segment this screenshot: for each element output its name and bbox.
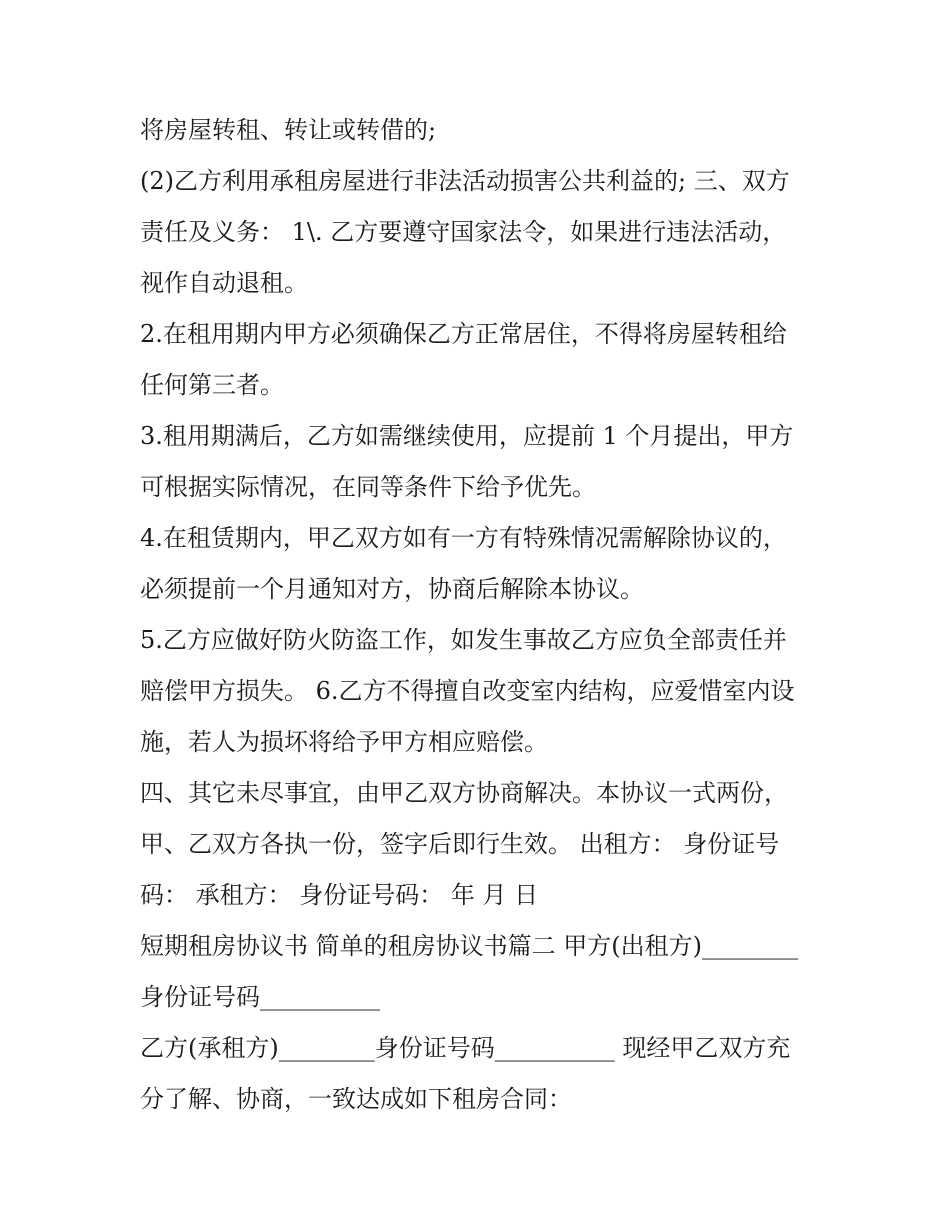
text-line: 乙方(承租方)________身份证号码__________ 现经甲乙双方充 [140, 1034, 791, 1062]
text-line: 码： 承租方： 身份证号码： 年 月 日 [140, 881, 539, 909]
text-line: 甲、乙双方各执一份，签字后即行生效。 出租方： 身份证号 [140, 830, 780, 858]
text-line: 任何第三者。 [140, 371, 284, 399]
text-line: (2)乙方利用承租房屋进行非法活动损害公共利益的; 三、双方 [140, 167, 790, 195]
text-line: 可根据实际情况，在同等条件下给予优先。 [140, 473, 596, 501]
text-line: 4.在租赁期内，甲乙双方如有一方有特殊情况需解除协议的， [140, 524, 787, 552]
text-line: 身份证号码__________ [140, 983, 380, 1011]
text-line: 施，若人为损坏将给予甲方相应赔偿。 [140, 728, 548, 756]
text-line: 短期租房协议书 简单的租房协议书篇二 甲方(出租方)________ [140, 932, 798, 960]
text-line: 四、其它未尽事宜，由甲乙双方协商解决。本协议一式两份， [140, 779, 788, 807]
document-body [140, 105, 820, 1125]
text-line: 将房屋转租、转让或转借的; [140, 116, 437, 144]
text-line: 3.租用期满后，乙方如需继续使用，应提前 1 个月提出，甲方 [140, 422, 794, 450]
text-line: 赔偿甲方损失。 6.乙方不得擅自改变室内结构，应爱惜室内设 [140, 677, 795, 705]
text-line: 必须提前一个月通知对方，协商后解除本协议。 [140, 575, 644, 603]
text-line: 视作自动退租。 [140, 269, 308, 297]
text-line: 5.乙方应做好防火防盗工作，如发生事故乙方应负全部责任并 [140, 626, 787, 654]
text-line: 分了解、协商，一致达成如下租房合同： [140, 1085, 572, 1113]
text-line: 责任及义务： 1\. 乙方要遵守国家法令，如果进行违法活动， [140, 218, 787, 246]
text-line: 2.在租用期内甲方必须确保乙方正常居住，不得将房屋转租给 [140, 320, 787, 348]
